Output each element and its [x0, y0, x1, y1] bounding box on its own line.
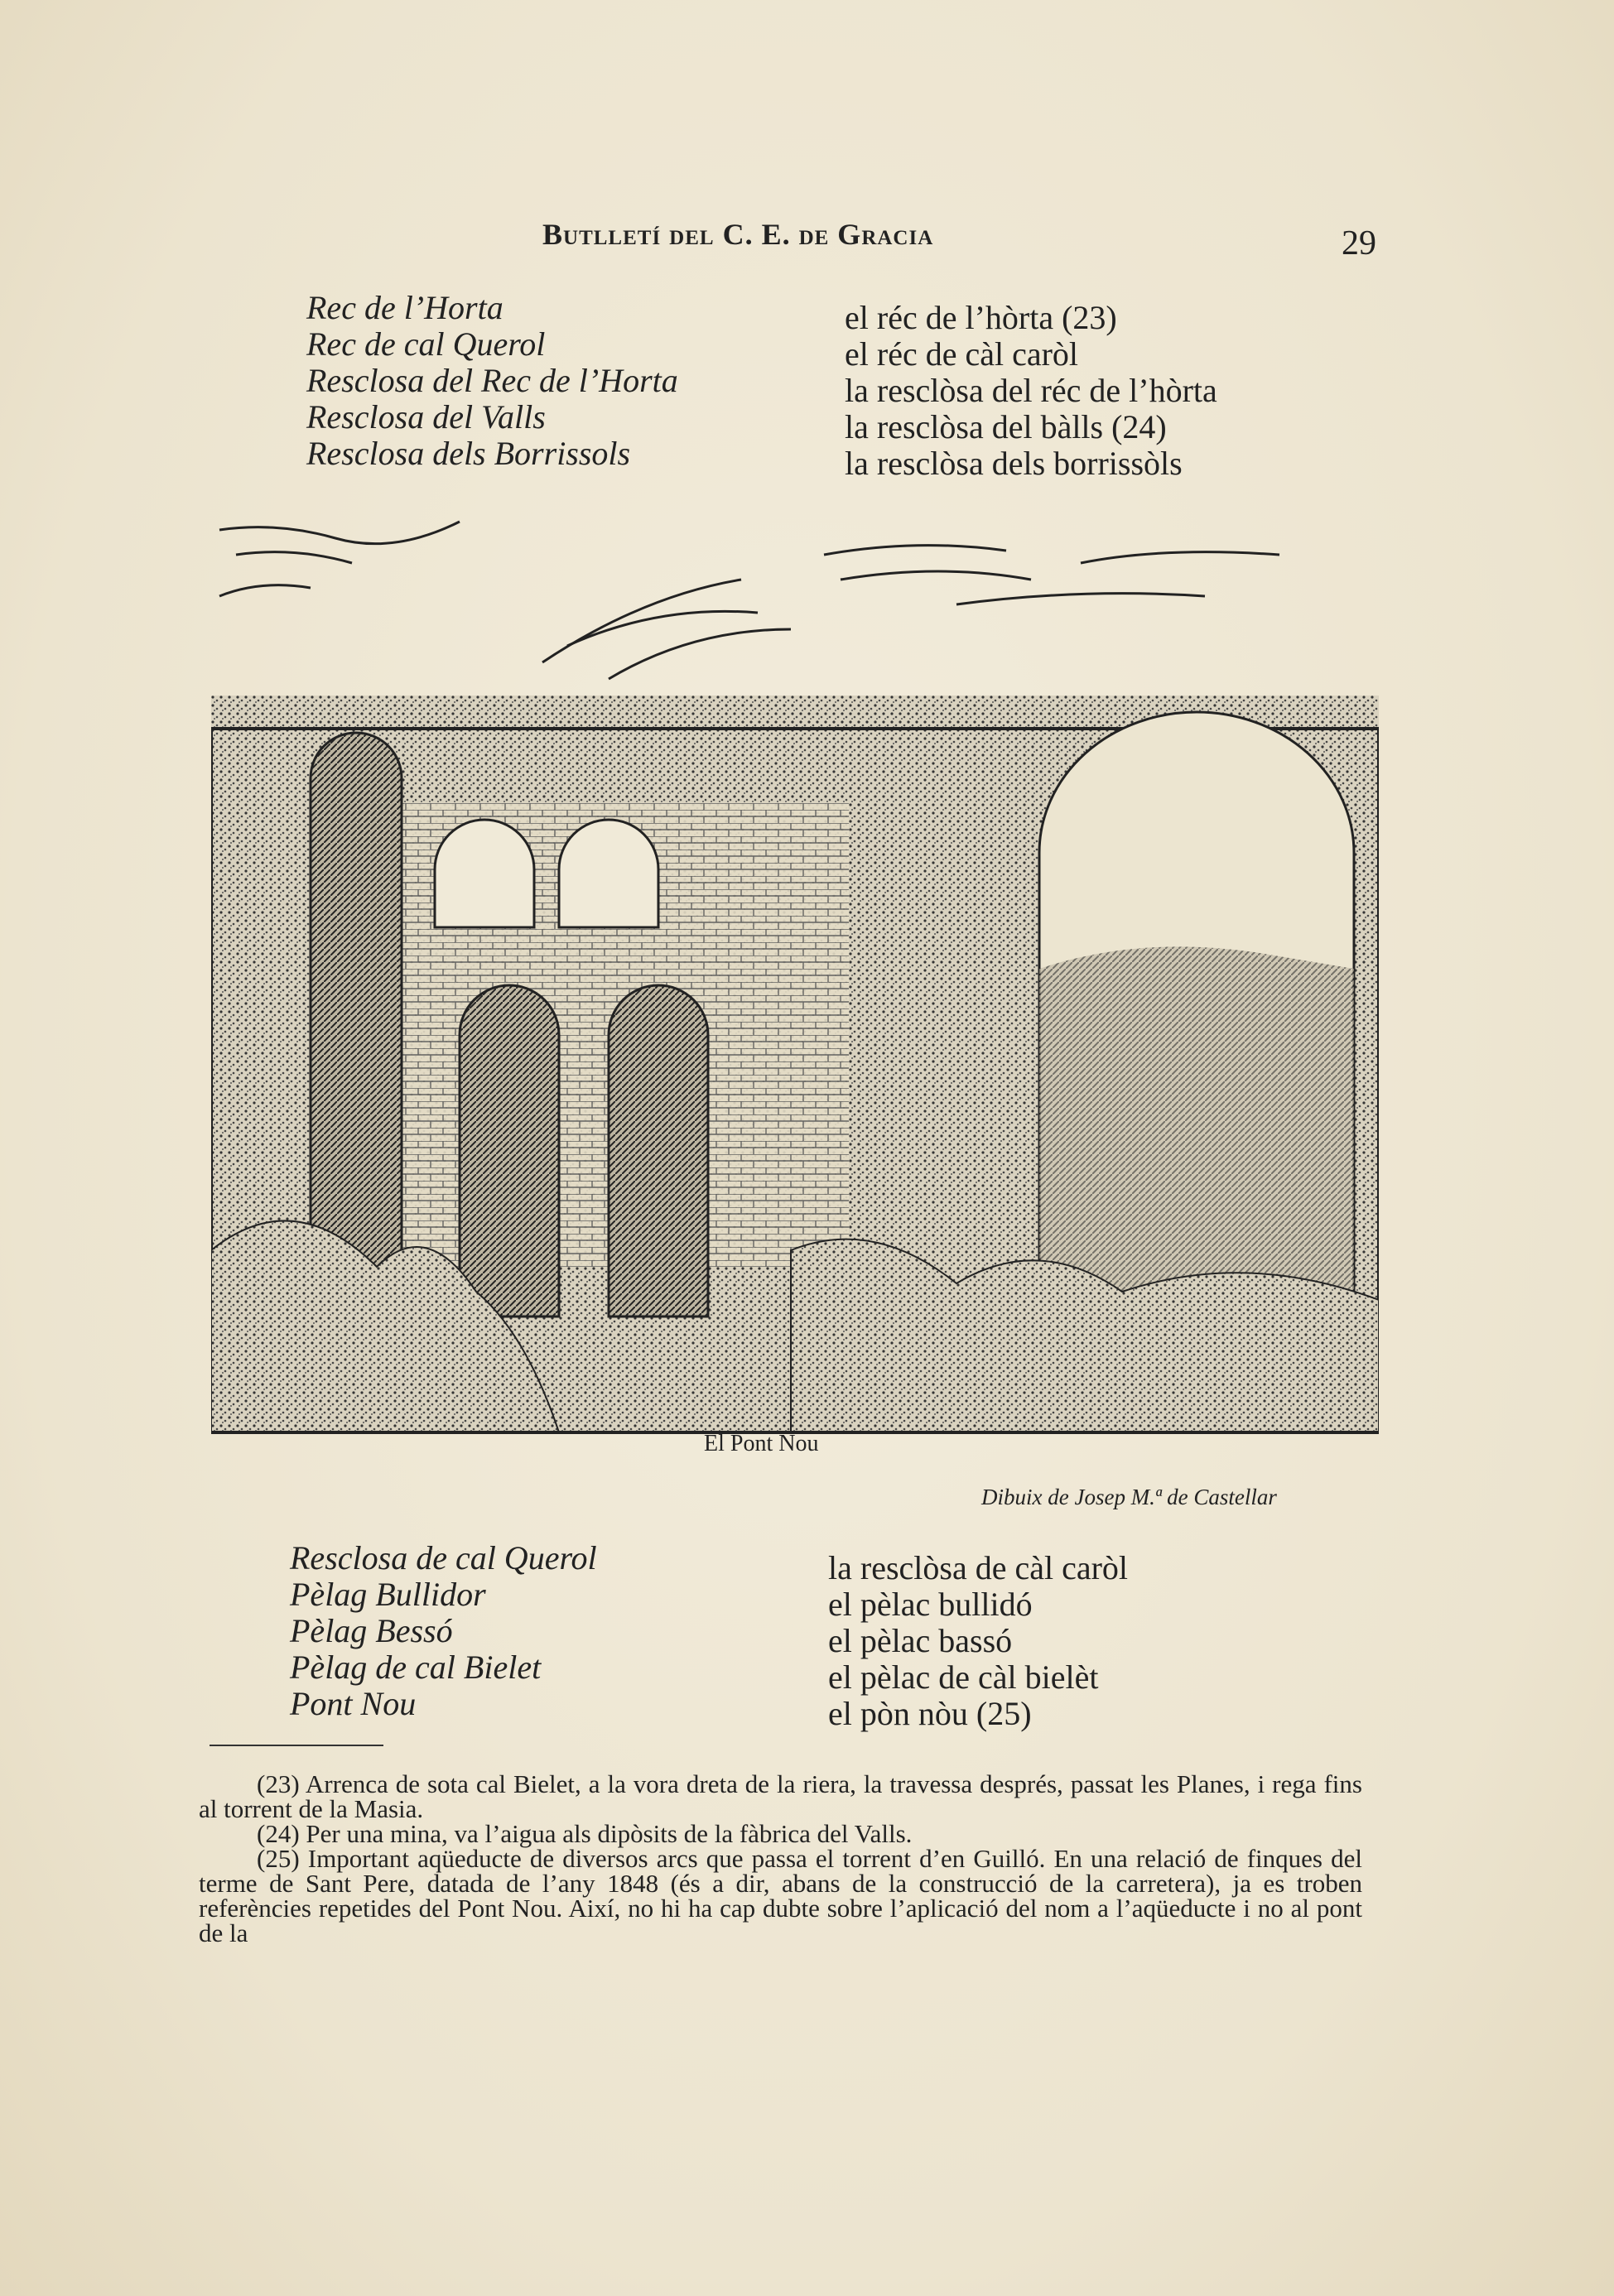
page-number: 29 [1342, 224, 1376, 262]
footnotes [199, 1769, 1362, 1947]
figure-caption: El Pont Nou [704, 1431, 819, 1456]
pronunciation: la resclòsa dels borrissòls [845, 445, 1183, 482]
pronunciation: el pèlac bassó [828, 1622, 1013, 1659]
cloud-strokes [219, 522, 1279, 679]
pronunciation: la resclòsa del réc de l’hòrta [845, 372, 1217, 409]
running-head: Butlletí del C. E. de Gracia [542, 218, 934, 251]
place-name: Pèlag Bessó [290, 1612, 453, 1649]
place-names-top [306, 290, 678, 472]
place-name: Resclosa de cal Querol [290, 1539, 597, 1576]
aqueduct-illustration [211, 505, 1379, 1441]
footnote-divider [210, 1745, 383, 1746]
pronunciation: el pèlac de càl bielèt [828, 1658, 1099, 1696]
footnote: (23) Arrenca de sota cal Bielet, a la vora dreta de la riera, la travessa després, passat les Planes, i rega fins al torrent de la Masia. [199, 1769, 1362, 1823]
pronunciations-top [845, 300, 1217, 482]
place-name: Pont Nou [290, 1685, 417, 1722]
pronunciation: el pèlac bullidó [828, 1586, 1033, 1623]
place-name: Rec de cal Querol [306, 325, 546, 363]
place-names-bottom [290, 1540, 597, 1722]
place-name: Pèlag Bullidor [290, 1576, 486, 1613]
figure-credit: Dibuix de Josep M.ª de Castellar [981, 1485, 1277, 1509]
place-name: Resclosa del Rec de l’Horta [306, 362, 678, 399]
pronunciation: el pòn nòu (25) [828, 1695, 1032, 1732]
pronunciation: el réc de l’hòrta (23) [845, 299, 1117, 336]
place-name: Pèlag de cal Bielet [290, 1649, 542, 1686]
pronunciation: la resclòsa del bàlls (24) [845, 408, 1167, 445]
place-name: Resclosa dels Borrissols [306, 435, 631, 472]
pronunciations-bottom [828, 1550, 1128, 1732]
pronunciation: la resclòsa de càl caròl [828, 1549, 1129, 1586]
place-name: Resclosa del Valls [306, 398, 546, 436]
place-name: Rec de l’Horta [306, 289, 503, 326]
footnote: (25) Important aqüeducte de diversos arcs que passa el torrent d’en Guilló. En una relació de finques del terme de Sant Pere, datada de l’any 1848 (és a dir, abans de la construcció de la carretera), ja es troben referències repetides del Pont Nou. Així, no hi ha cap dubte sobre l’aplicació del nom a l’aqüeducte i no al pont de la [199, 1844, 1362, 1947]
pronunciation: el réc de càl caròl [845, 335, 1079, 373]
footnote: (24) Per una mina, va l’aigua als dipòsits de la fàbrica del Valls. [257, 1819, 913, 1848]
